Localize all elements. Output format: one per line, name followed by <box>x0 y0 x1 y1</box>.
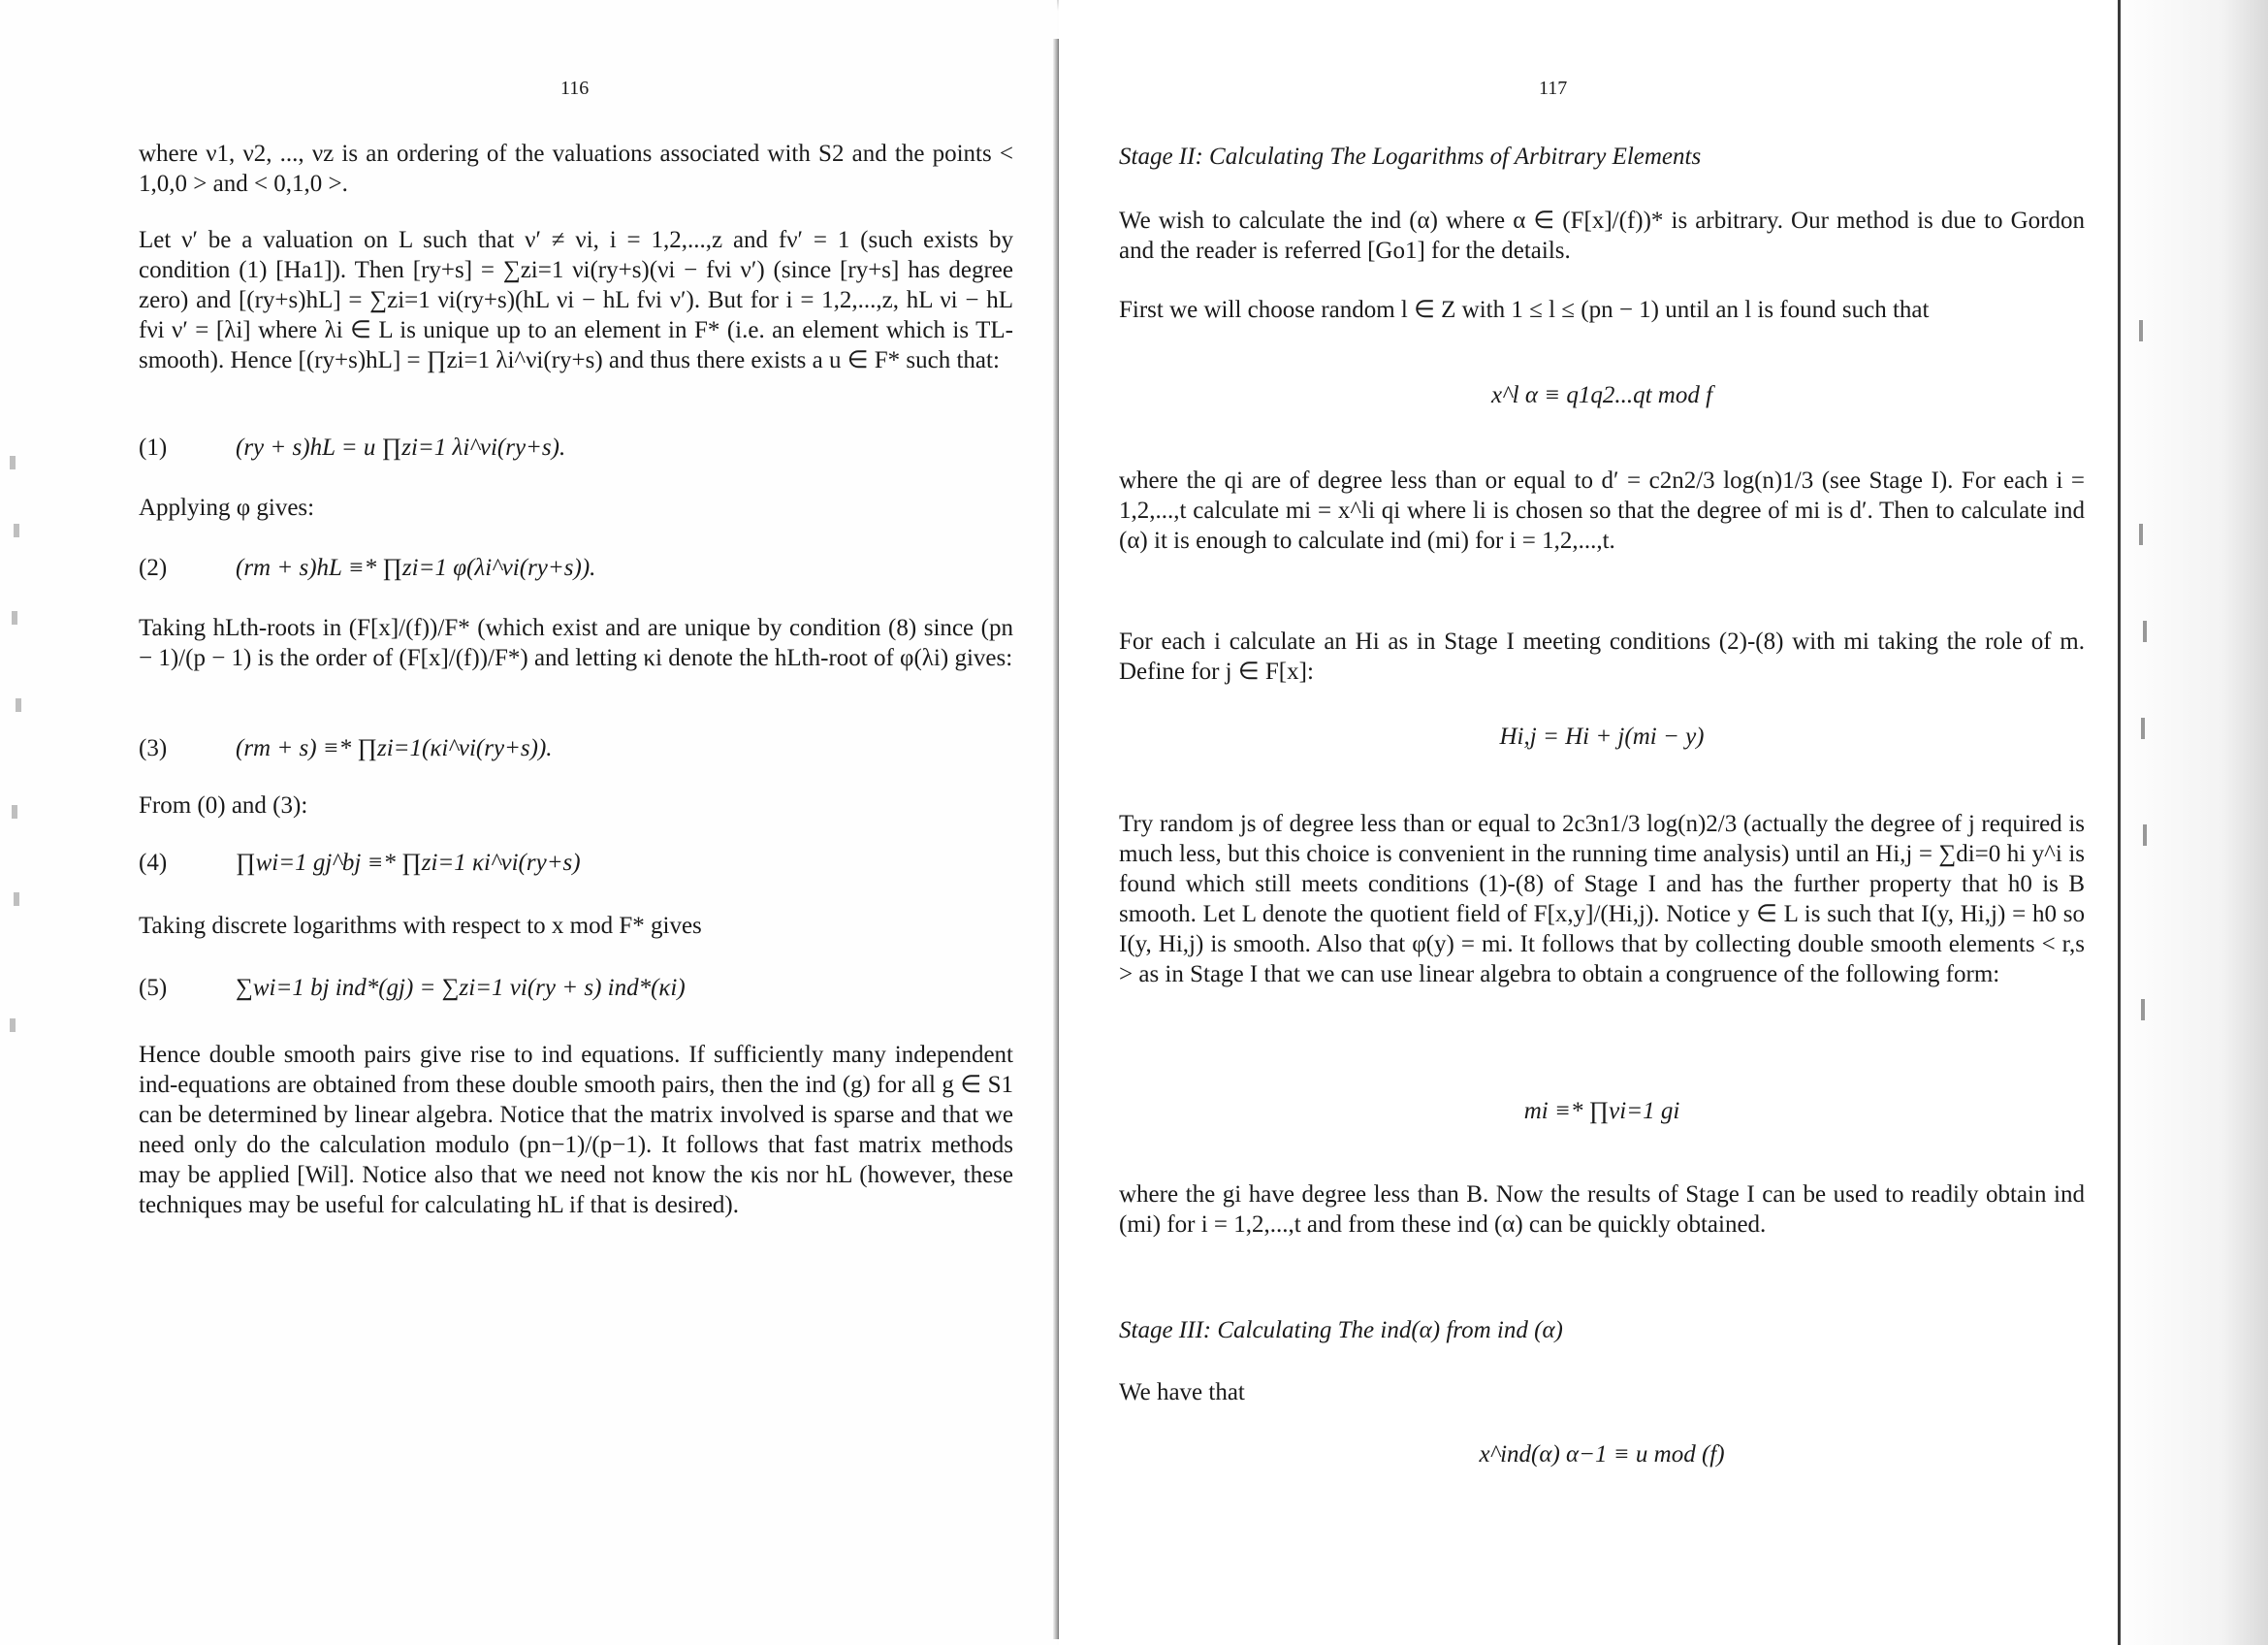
scan-artifact <box>2139 320 2143 341</box>
paragraph-try-random-js: Try random js of degree less than or equal to 2c3n1/3 log(n)2/3 (actually the degree of j required is much less, but this choice is convenient in the running time analysis) until an Hi,j = ∑di=0 hi y^i is found which still meets conditions (1)-(8) of Stage I and has the further property that h0 is B smooth. Let L denote the quotient field of F[x,y]/(Hi,j). Notice y ∈ L is such that I(y, Hi,j) = h0 so I(y, Hi,j) is smooth. Also that φ(y) = mi. It follows that by collecting double smooth elements < r,s > as in Stage I that we can use linear algebra to obtain a congruence of the following form: <box>1119 811 2085 987</box>
equation-3 <box>139 733 1013 763</box>
left-page <box>0 0 1057 1645</box>
equation-expression: (rm + s) ≡* ∏zi=1(κi^νi(ry+s)). <box>236 735 553 761</box>
equation-2 <box>139 553 1013 583</box>
equation-number: (5) <box>139 975 168 1001</box>
book-edge <box>2114 0 2268 1645</box>
scan-artifact <box>2139 524 2143 545</box>
scan-artifact <box>2143 824 2147 846</box>
paragraph-applying-phi: Applying φ gives: <box>139 495 315 521</box>
scan-artifact <box>14 524 19 537</box>
scan-artifact <box>12 611 17 625</box>
scan-artifact <box>2141 718 2145 739</box>
page-number-left: 116 <box>560 78 590 99</box>
page-edge-line <box>2118 0 2121 1645</box>
paragraph-double-smooth-pairs: Hence double smooth pairs give rise to ind equations. If sufficiently many independent ind-equations are obtained from these double smooth pairs, then the ind (g) for all g ∈ S1 can be determined by linear algebra. Notice that the matrix involved is sparse and that we need only do the calculation modulo (pn−1)/(p−1). It follows that fast matrix methods may be applied [Wil]. Notice also that we need not know the κis nor hL (however, these techniques may be useful for calculating hL if that is desired). <box>139 1042 1013 1218</box>
scan-artifact <box>2143 621 2147 642</box>
paragraph-valuation-definition: Let ν′ be a valuation on L such that ν′ ≠ νi, i = 1,2,...,z and fν′ = 1 (such exists by condition (1) [Ha1]). Then [ry+s] = ∑zi=1 νi(ry+s)(νi − fνi ν′) (since [ry+s] has degree zero) and [(ry+s)hL] = ∑zi=1 νi(ry+s)(hL νi − hL fνi ν′). But for i = 1,2,...,z, hL νi − hL fνi ν′ = [λi] where λi ∈ L is unique up to an element in F* (i.e. an element which is TL-smooth). Hence [(ry+s)hL] = ∏zi=1 λi^νi(ry+s) and thus there exists a u ∈ F* such that: <box>139 227 1013 373</box>
paragraph-where-gi: where the gi have degree less than B. Now the results of Stage I can be used to readily obtain ind (mi) for i = 1,2,...,t and from these ind (α) can be quickly obtained. <box>1119 1181 2085 1238</box>
equation-expression: (ry + s)hL = u ∏zi=1 λi^νi(ry+s). <box>236 435 566 461</box>
scan-artifact <box>2141 999 2145 1020</box>
paragraph-for-each-i: For each i calculate an Hi as in Stage I meeting conditions (2)-(8) with mi taking the role of m. Define for j ∈ F[x]: <box>1119 629 2085 685</box>
equation-expression: ∏wi=1 gj^bj ≡* ∏zi=1 κi^νi(ry+s) <box>236 850 581 876</box>
equation-number: (2) <box>139 555 168 581</box>
equation-number: (1) <box>139 435 168 461</box>
right-page <box>1059 0 2268 1645</box>
paragraph-where-qi: where the qi are of degree less than or equal to d′ = c2n2/3 log(n)1/3 (see Stage I). For each i = 1,2,...,t calculate mi = x^li qi where li is chosen so that the degree of mi is d′. Then to calculate ind (α) it is enough to calculate ind (mi) for i = 1,2,...,t. <box>1119 468 2085 554</box>
equation-expression: (rm + s)hL ≡* ∏zi=1 φ(λi^νi(ry+s)). <box>236 555 596 581</box>
scan-artifact <box>14 892 19 906</box>
equation-expression: ∑wi=1 bj ind*(gj) = ∑zi=1 νi(ry + s) ind*(κi) <box>236 975 686 1001</box>
paragraph-ind-alpha: We wish to calculate the ind (α) where α ∈ (F[x]/(f))* is arbitrary. Our method is due to Gordon and the reader is referred [Go1] for the details. <box>1119 208 2085 264</box>
scan-artifact <box>10 456 16 469</box>
equation-hij: Hi,j = Hi + j(mi − y) <box>1499 724 1705 750</box>
paragraph-we-have-that: We have that <box>1119 1379 1245 1405</box>
equation-number: (4) <box>139 850 168 876</box>
paragraph-from-0-and-3: From (0) and (3): <box>139 792 308 819</box>
paragraph-taking-roots: Taking hLth-roots in (F[x]/(f))/F* (which exist and are unique by condition (8) since (pn − 1)/(p − 1) is the order of (F[x]/(f))/F*) and letting κi denote the hLth-root of φ(λi) gives: <box>139 615 1013 671</box>
paragraph-discrete-logarithms: Taking discrete logarithms with respect to x mod F* gives <box>139 913 702 939</box>
scan-artifact <box>10 1018 16 1032</box>
equation-1 <box>139 433 1013 463</box>
equation-number: (3) <box>139 735 168 761</box>
heading-stage-ii: Stage II: Calculating The Logarithms of Arbitrary Elements <box>1119 144 1702 170</box>
scan-artifact <box>12 805 17 819</box>
paragraph-valuations: where ν1, ν2, ..., νz is an ordering of the valuations associated with S2 and the points < 1,0,0 > and < 0,1,0 >. <box>139 141 1013 197</box>
equation-congruence: mi ≡* ∏vi=1 gi <box>1523 1098 1680 1124</box>
scan-artifact <box>16 698 21 712</box>
heading-stage-iii: Stage III: Calculating The ind(α) from ind (α) <box>1119 1317 1563 1343</box>
equation-4 <box>139 848 1013 878</box>
page-number-right: 117 <box>1539 78 1568 99</box>
equation-5 <box>139 973 1013 1003</box>
equation-x-l-alpha: x^l α ≡ q1q2...qt mod f <box>1490 382 1713 408</box>
equation-x-ind-alpha: x^ind(α) α−1 ≡ u mod (f) <box>1479 1441 1725 1468</box>
paragraph-choose-random-l: First we will choose random l ∈ Z with 1 ≤ l ≤ (pn − 1) until an l is found such that <box>1119 297 1930 323</box>
